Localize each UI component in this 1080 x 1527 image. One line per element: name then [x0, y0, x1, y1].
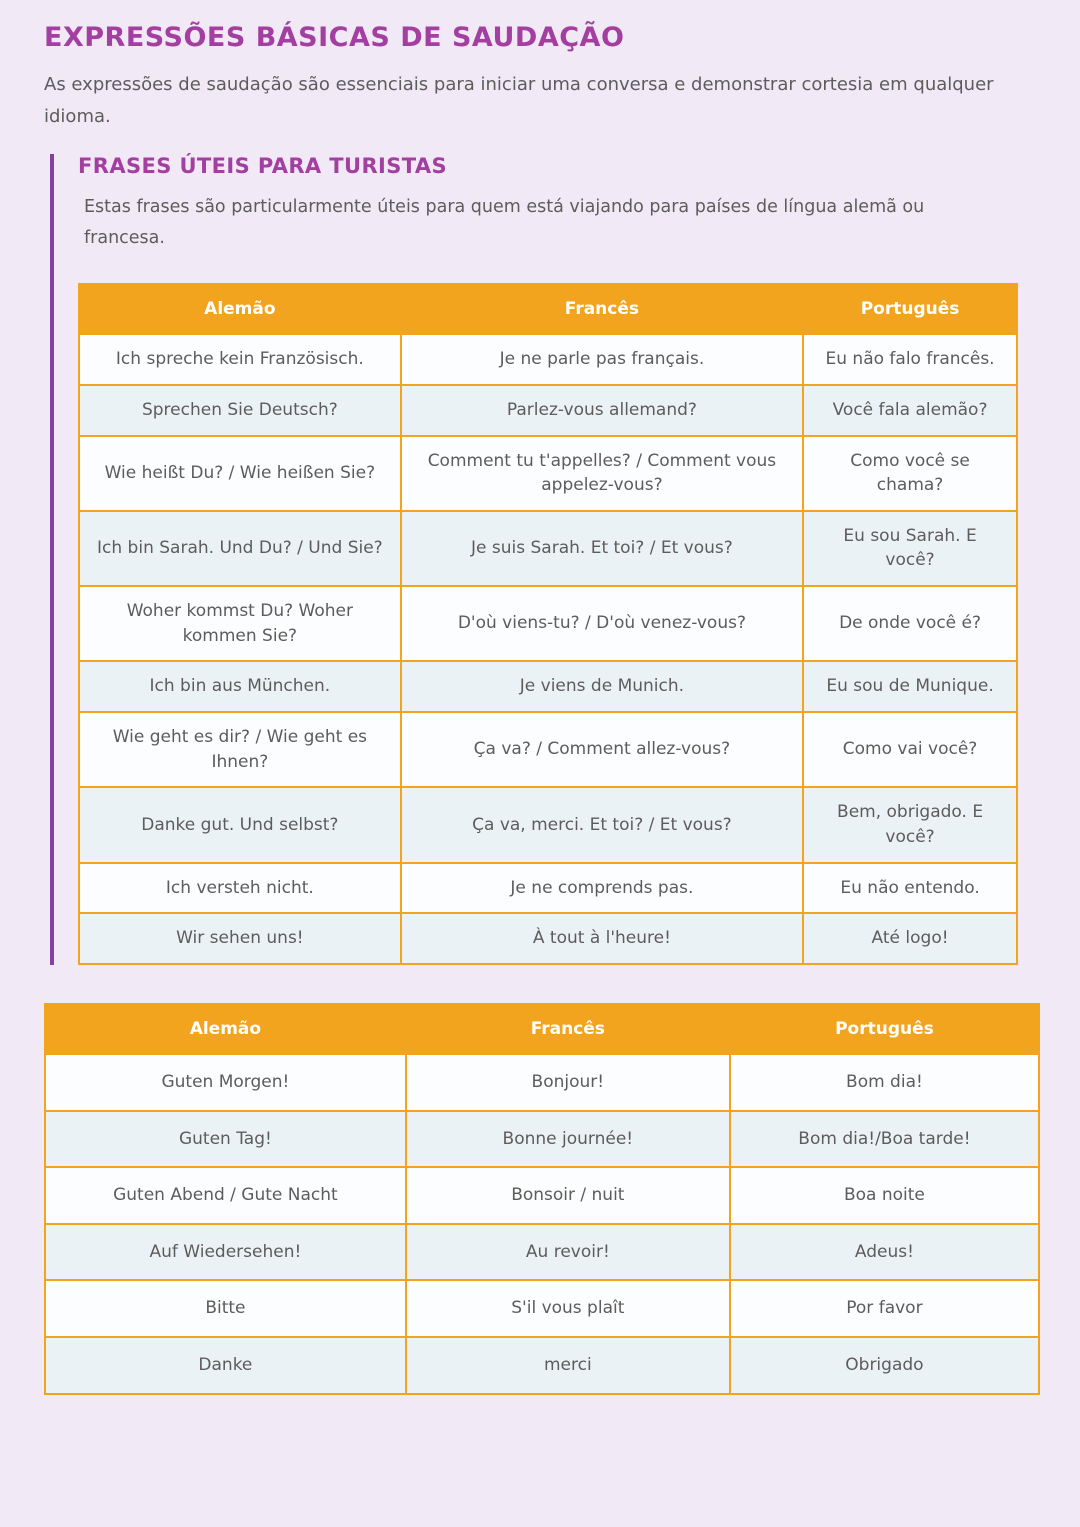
table-row — [79, 586, 1017, 661]
column-header: Português — [730, 1004, 1039, 1054]
phrase-cell: Danke — [45, 1337, 406, 1394]
tourist-phrases-section — [50, 154, 1040, 965]
phrase-cell: S'il vous plaît — [406, 1280, 730, 1337]
tourist-phrases-table — [78, 283, 1018, 965]
column-header: Alemão — [79, 284, 401, 334]
phrase-cell: Ich spreche kein Französisch. — [79, 334, 401, 385]
phrase-cell: Boa noite — [730, 1167, 1039, 1224]
table-row — [79, 863, 1017, 914]
phrase-cell: Comment tu t'appelles? / Comment vous appelez-vous? — [401, 436, 803, 511]
phrase-cell: Wie geht es dir? / Wie geht es Ihnen? — [79, 712, 401, 787]
table-row — [45, 1337, 1039, 1394]
phrase-cell: Je ne comprends pas. — [401, 863, 803, 914]
phrase-cell: Woher kommst Du? Woher kommen Sie? — [79, 586, 401, 661]
table-row — [79, 913, 1017, 964]
table-row — [45, 1111, 1039, 1168]
table-row — [79, 712, 1017, 787]
phrase-cell: Bitte — [45, 1280, 406, 1337]
table-row — [45, 1224, 1039, 1281]
table-body — [79, 334, 1017, 964]
phrase-cell: Bonsoir / nuit — [406, 1167, 730, 1224]
phrase-cell: D'où viens-tu? / D'où venez-vous? — [401, 586, 803, 661]
phrase-cell: Wie heißt Du? / Wie heißen Sie? — [79, 436, 401, 511]
phrase-cell: Como vai você? — [803, 712, 1017, 787]
phrase-cell: Como você se chama? — [803, 436, 1017, 511]
phrase-cell: Adeus! — [730, 1224, 1039, 1281]
phrase-cell: Bom dia!/Boa tarde! — [730, 1111, 1039, 1168]
phrase-cell: Ça va? / Comment allez-vous? — [401, 712, 803, 787]
phrase-cell: Au revoir! — [406, 1224, 730, 1281]
phrase-cell: Eu sou de Munique. — [803, 661, 1017, 712]
phrase-cell: merci — [406, 1337, 730, 1394]
table-row — [79, 661, 1017, 712]
phrase-cell: Ich bin aus München. — [79, 661, 401, 712]
table-row — [45, 1280, 1039, 1337]
phrase-cell: Je suis Sarah. Et toi? / Et vous? — [401, 511, 803, 586]
page-title: EXPRESSÕES BÁSICAS DE SAUDAÇÃO — [44, 22, 625, 53]
phrase-cell: Ich bin Sarah. Und Du? / Und Sie? — [79, 511, 401, 586]
table-header-row — [79, 284, 1017, 334]
phrase-cell: Danke gut. Und selbst? — [79, 787, 401, 862]
section-description: Estas frases são particularmente úteis para quem está viajando para países de língua alemã ou francesa. — [84, 197, 925, 248]
phrase-cell: Obrigado — [730, 1337, 1039, 1394]
phrase-cell: Bonne journée! — [406, 1111, 730, 1168]
phrase-cell: Ich versteh nicht. — [79, 863, 401, 914]
phrase-cell: Parlez-vous allemand? — [401, 385, 803, 436]
phrase-cell: Guten Morgen! — [45, 1054, 406, 1111]
table-header-row — [45, 1004, 1039, 1054]
phrase-cell: Eu não falo francês. — [803, 334, 1017, 385]
phrase-cell: Guten Tag! — [45, 1111, 406, 1168]
column-header: Português — [803, 284, 1017, 334]
intro-paragraph: As expressões de saudação são essenciais para iniciar uma conversa e demonstrar cortesia em qualquer idioma. — [44, 74, 994, 127]
table-row — [45, 1167, 1039, 1224]
column-header: Alemão — [45, 1004, 406, 1054]
column-header: Francês — [406, 1004, 730, 1054]
phrase-cell: Bonjour! — [406, 1054, 730, 1111]
phrase-cell: De onde você é? — [803, 586, 1017, 661]
greetings-table — [44, 1003, 1040, 1395]
table-row — [45, 1054, 1039, 1111]
phrase-cell: Por favor — [730, 1280, 1039, 1337]
phrase-cell: Je viens de Munich. — [401, 661, 803, 712]
phrase-cell: Você fala alemão? — [803, 385, 1017, 436]
section-heading: FRASES ÚTEIS PARA TURISTAS — [78, 154, 448, 178]
phrase-cell: Je ne parle pas français. — [401, 334, 803, 385]
phrase-cell: Sprechen Sie Deutsch? — [79, 385, 401, 436]
phrase-cell: Eu sou Sarah. E você? — [803, 511, 1017, 586]
table-row — [79, 436, 1017, 511]
column-header: Francês — [401, 284, 803, 334]
phrase-cell: Auf Wiedersehen! — [45, 1224, 406, 1281]
phrase-cell: Bom dia! — [730, 1054, 1039, 1111]
phrase-cell: Wir sehen uns! — [79, 913, 401, 964]
table-row — [79, 334, 1017, 385]
table-body — [45, 1054, 1039, 1394]
table-row — [79, 511, 1017, 586]
phrase-cell: Bem, obrigado. E você? — [803, 787, 1017, 862]
phrase-cell: Ça va, merci. Et toi? / Et vous? — [401, 787, 803, 862]
table-row — [79, 787, 1017, 862]
table-row — [79, 385, 1017, 436]
phrase-cell: À tout à l'heure! — [401, 913, 803, 964]
phrase-cell: Eu não entendo. — [803, 863, 1017, 914]
phrase-cell: Guten Abend / Gute Nacht — [45, 1167, 406, 1224]
phrase-cell: Até logo! — [803, 913, 1017, 964]
